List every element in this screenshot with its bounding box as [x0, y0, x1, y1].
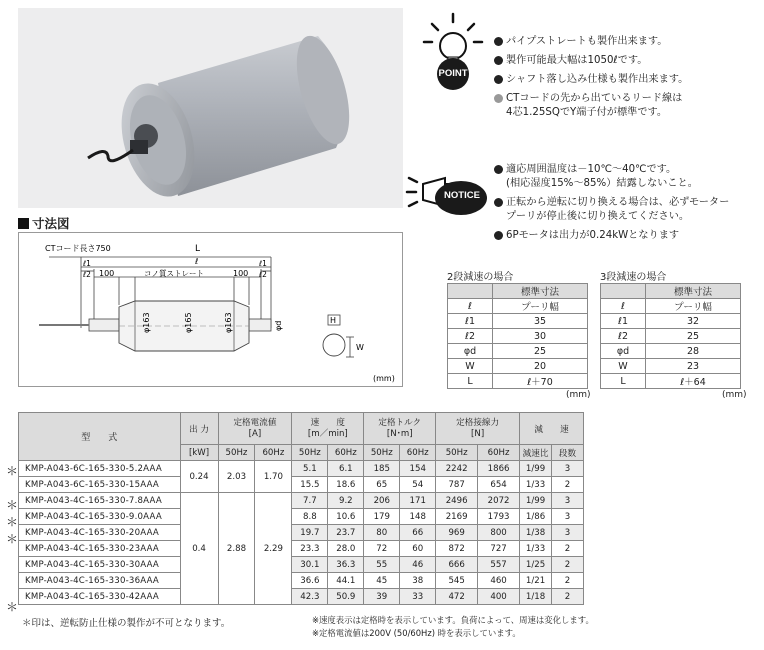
point-item: CTコードの先から出ているリード線は 4芯1.25SQでY端子付が標準です。: [494, 92, 688, 120]
point-item: 製作可能最大幅は1050ℓです。: [494, 54, 688, 68]
point-item: シャフト落し込み仕様も製作出来ます。: [494, 73, 688, 87]
dim-d165: φ165: [184, 312, 193, 333]
table-row: ℓ1 32: [601, 314, 741, 329]
table-row: ℓ1 35: [448, 314, 588, 329]
dim-W-label: W: [356, 343, 364, 352]
table-row: KMP-A043-4C-165-330-7.8AAA 0.4 2.88 2.29 7.7 9.2 206 171 2496 2072 1/99 3: [19, 493, 584, 509]
dim-phid: φd: [274, 320, 283, 331]
header-current: 定格電流値 [A]: [218, 413, 292, 445]
table-row: KMP-A043-4C-165-330-23AAA 23.3 28.0 72 60 872 727 1/33 2: [19, 541, 584, 557]
star-mark: ＊: [6, 464, 19, 478]
footnote-left: ＊印は、逆転防止仕様の製作が不可となります。: [22, 618, 231, 629]
notice-list: [494, 163, 729, 248]
table3-unit: (mm): [722, 390, 747, 400]
notice-item: 適応周囲温度は－10℃～40℃です。 (相応湿度15%～85%）結露しないこと。: [494, 163, 729, 191]
header-speed: 速 度 [m／min]: [292, 413, 364, 445]
notice-badge: [405, 160, 490, 228]
bullet-icon: [494, 56, 503, 65]
bullet-icon: [494, 198, 503, 207]
table-subheader-row: [kW] 50Hz 60Hz 50Hz 60Hz 50Hz 60Hz 50Hz 60Hz 減速比 段数: [19, 445, 584, 461]
table-header-row: [19, 413, 584, 445]
ct-cord-label: CTコード長さ750: [45, 244, 111, 253]
product-photo: [18, 8, 403, 208]
table-row: L ℓ＋64: [601, 374, 741, 389]
dim-l2-left-label: ℓ2: [83, 270, 91, 279]
header-model: 型 式: [19, 413, 181, 461]
point-badge-label: POINT: [438, 68, 468, 79]
dim-d163-right: φ163: [224, 312, 233, 333]
star-mark: ＊: [6, 498, 19, 512]
table-row: KMP-A043-4C-165-330-9.0AAA 8.8 10.6 179 148 2169 1793 1/86 3: [19, 509, 584, 525]
header-output: 出 力: [180, 413, 218, 445]
dimension-title: 寸法図: [18, 214, 70, 232]
dim-L-label: L: [195, 244, 201, 254]
dimension-drawing: [18, 232, 403, 387]
table-row: 標準寸法: [601, 284, 741, 299]
dim-l1-right-label: ℓ1: [259, 259, 267, 268]
table2: [447, 283, 588, 389]
bullet-icon: [494, 165, 503, 174]
table-row: KMP-A043-6C-165-330-5.2AAA 0.24 2.03 1.70 5.1 6.1 185 154 2242 1866 1/99 3: [19, 461, 584, 477]
notice-item: 6Pモータは出力が0.24kWとなります: [494, 229, 729, 243]
table-row: 標準寸法: [448, 284, 588, 299]
table-row: W 20: [448, 359, 588, 374]
dim-l-label: ℓ: [195, 257, 199, 266]
point-list: [494, 35, 688, 125]
table-row: ℓ プーリ幅: [448, 299, 588, 314]
point-badge: [418, 10, 488, 90]
dim-100-left: 100: [99, 269, 115, 278]
table-row: KMP-A043-4C-165-330-42AAA 42.3 50.9 39 33 472 400 1/18 2: [19, 589, 584, 605]
dim-l2-right-label: ℓ2: [259, 270, 267, 279]
table-row: ℓ2 30: [448, 329, 588, 344]
table-row: W 23: [601, 359, 741, 374]
table-row: KMP-A043-4C-165-330-36AAA 36.6 44.1 45 38 545 460 1/21 2: [19, 573, 584, 589]
dim-H-label: H: [330, 316, 337, 325]
table-row: KMP-A043-6C-165-330-15AAA 15.5 18.6 65 54 787 654 1/33 2: [19, 477, 584, 493]
table-row: KMP-A043-4C-165-330-20AAA 19.7 23.7 80 66 969 800 1/38 3: [19, 525, 584, 541]
star-mark: ＊: [6, 515, 19, 529]
dim-d163-left: φ163: [142, 312, 151, 333]
square-icon: [18, 218, 29, 229]
table3-caption: 3段減速の場合: [600, 272, 667, 283]
table-row: ℓ2 25: [601, 329, 741, 344]
footnote-right-1: ※速度表示は定格時を表示しています。負荷によって、周速は変化します。: [312, 615, 594, 625]
table-row: ℓ プーリ幅: [601, 299, 741, 314]
bullet-icon: [494, 37, 503, 46]
dim-100-right: 100: [233, 269, 249, 278]
dim-l1-left-label: ℓ1: [83, 259, 91, 268]
dim-unit-label: (mm): [373, 374, 395, 383]
footnote-right-2: ※定格電流値は200V (50/60Hz) 時を表示しています。: [312, 628, 521, 638]
star-mark: ＊: [6, 600, 19, 614]
table2-caption: 2段減速の場合: [447, 272, 514, 283]
notice-badge-label: NOTICE: [444, 190, 480, 201]
star-mark: ＊: [6, 532, 19, 546]
table3: [600, 283, 741, 389]
table2-unit: (mm): [566, 390, 591, 400]
bullet-icon: [494, 231, 503, 240]
header-tension: 定格接線力 [N]: [436, 413, 520, 445]
point-item: パイプストレートも製作出来ます。: [494, 35, 688, 49]
notice-item: 正転から逆転に切り換える場合は、必ずモーター プーリが停止後に切り換えてください。: [494, 196, 729, 224]
table-row: L ℓ＋70: [448, 374, 588, 389]
header-torque: 定格トルク [N･m]: [364, 413, 436, 445]
bullet-icon: [494, 94, 503, 103]
main-spec-table: [18, 412, 584, 605]
bullet-icon: [494, 75, 503, 84]
table-row: φd 25: [448, 344, 588, 359]
table-row: φd 28: [601, 344, 741, 359]
header-reduction: 減 速: [520, 413, 584, 445]
table-row: KMP-A043-4C-165-330-30AAA 30.1 36.3 55 46 666 557 1/25 2: [19, 557, 584, 573]
dim-straight-label: コノ質ストレート: [144, 269, 204, 278]
